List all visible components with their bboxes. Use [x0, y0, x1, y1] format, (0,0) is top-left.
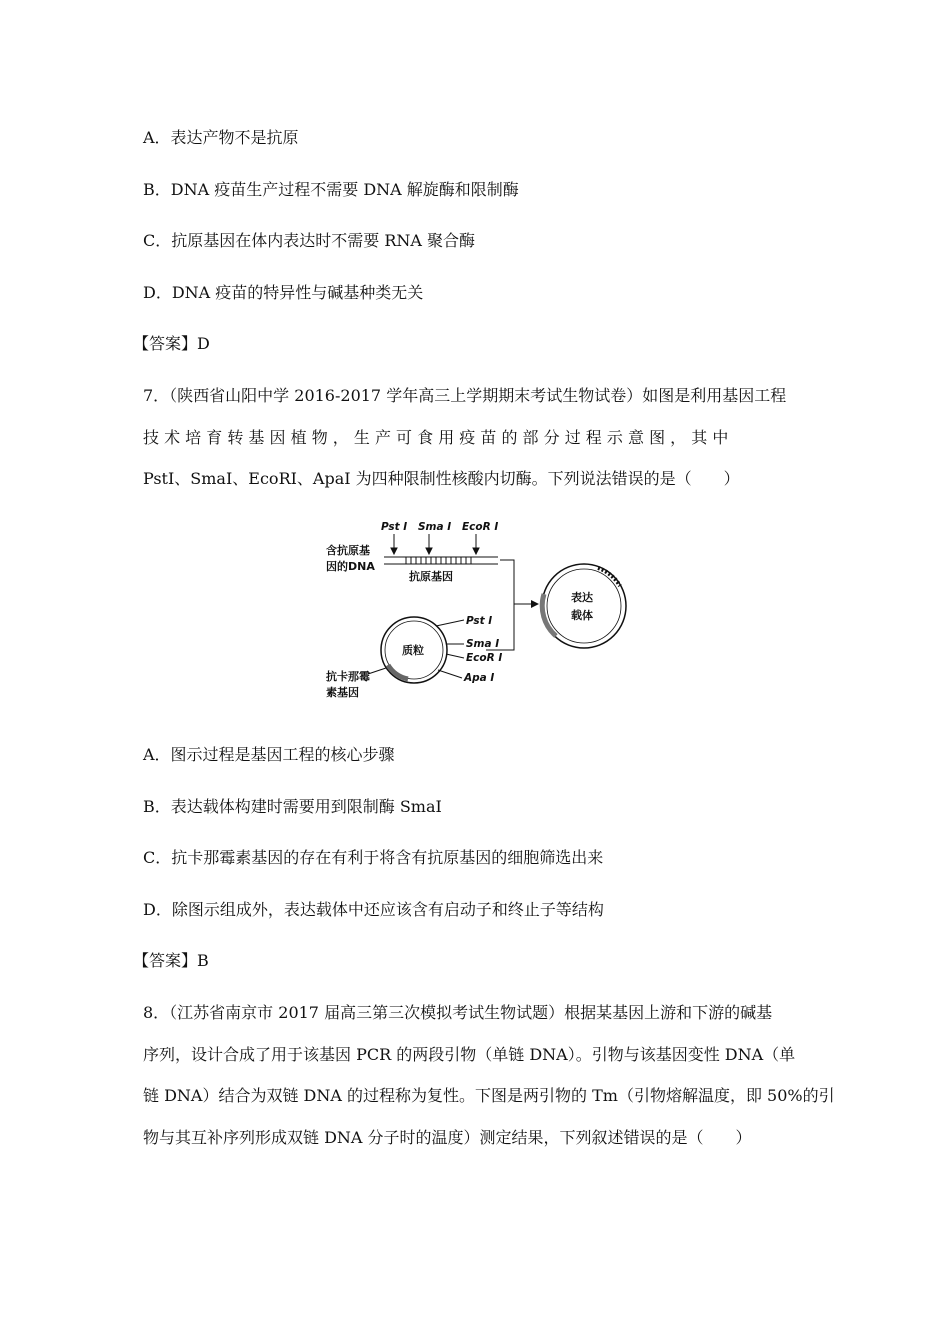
plasmid-site-sma: Sma Ⅰ	[466, 638, 500, 650]
vector-label-line-1: 表达	[571, 591, 593, 604]
q6-option-d: D．DNA 疫苗的特异性与碱基种类无关	[143, 283, 424, 302]
plasmid-site-pst: Pst Ⅰ	[466, 615, 493, 627]
antigen-gene-label: 抗原基因	[409, 570, 453, 583]
q6-option-c: C．抗原基因在体内表达时不需要 RNA 聚合酶	[143, 231, 476, 250]
q7-stem-line-1: 7．（陕西省山阳中学 2016-2017 学年高三上学期期末考试生物试卷）如图是利用基因工程	[143, 386, 787, 405]
q7-option-a: A．图示过程是基因工程的核心步骤	[143, 745, 395, 764]
q7-answer: 【答案】B	[133, 951, 209, 970]
enzyme-ecor-label: EcoR Ⅰ	[462, 521, 499, 533]
arrow-head	[531, 600, 539, 608]
kanamycin-gene-label-1: 抗卡那霉	[326, 670, 370, 683]
q7-option-b: B．表达载体构建时需要用到限制酶 SmaⅠ	[143, 797, 442, 816]
gene-engineering-diagram	[318, 512, 643, 702]
q8-stem-line-1: 8．（江苏省南京市 2017 届高三第三次模拟考试生物试题）根据某基因上游和下游的碱基	[143, 1003, 773, 1022]
q7-stem-line-2: 技 术 培 育 转 基 因 植 物 ， 生 产 可 食 用 疫 苗 的 部 分 过 程 示 意 图 ， 其 中	[143, 428, 729, 447]
q6-option-b: B．DNA 疫苗生产过程不需要 DNA 解旋酶和限制酶	[143, 180, 519, 199]
kanamycin-gene-label-2: 素基因	[326, 686, 359, 699]
vector-label-line-2: 载体	[571, 609, 593, 622]
q8-stem-line-3: 链 DNA）结合为双链 DNA 的过程称为复性。下图是两引物的 Tm（引物熔解温度，即 50%的引	[143, 1086, 835, 1105]
q8-stem-line-2: 序列，设计合成了用于该基因 PCR 的两段引物（单链 DNA）。引物与该基因变性 DNA（单	[143, 1045, 796, 1064]
q7-option-c: C．抗卡那霉素基因的存在有利于将含有抗原基因的细胞筛选出来	[143, 848, 604, 867]
q6-option-a: A．表达产物不是抗原	[143, 128, 299, 147]
dna-label-line-1: 含抗原基	[326, 544, 370, 557]
merge-bracket	[486, 560, 533, 650]
enzyme-sma-label: Sma Ⅰ	[418, 521, 452, 533]
dna-label-line-2: 因的DNA	[326, 560, 375, 573]
q7-option-d: D．除图示组成外，表达载体中还应该含有启动子和终止子等结构	[143, 900, 604, 919]
q6-answer: 【答案】D	[133, 334, 210, 353]
q8-stem-line-4: 物与其互补序列形成双链 DNA 分子时的温度）测定结果，下列叙述错误的是（ ）	[143, 1128, 752, 1147]
enzyme-cut-arrows	[391, 534, 479, 554]
plasmid-label: 质粒	[402, 644, 424, 657]
dna-double-strand	[384, 557, 498, 564]
plasmid-site-apa: Apa Ⅰ	[464, 672, 495, 684]
q7-stem-line-3: PstⅠ、SmaⅠ、EcoRⅠ、ApaⅠ 为四种限制性核酸内切酶。下列说法错误的是（ ）	[143, 469, 740, 488]
plasmid-site-ecor: EcoR Ⅰ	[466, 652, 503, 664]
enzyme-pst-label: Pst Ⅰ	[381, 521, 408, 533]
